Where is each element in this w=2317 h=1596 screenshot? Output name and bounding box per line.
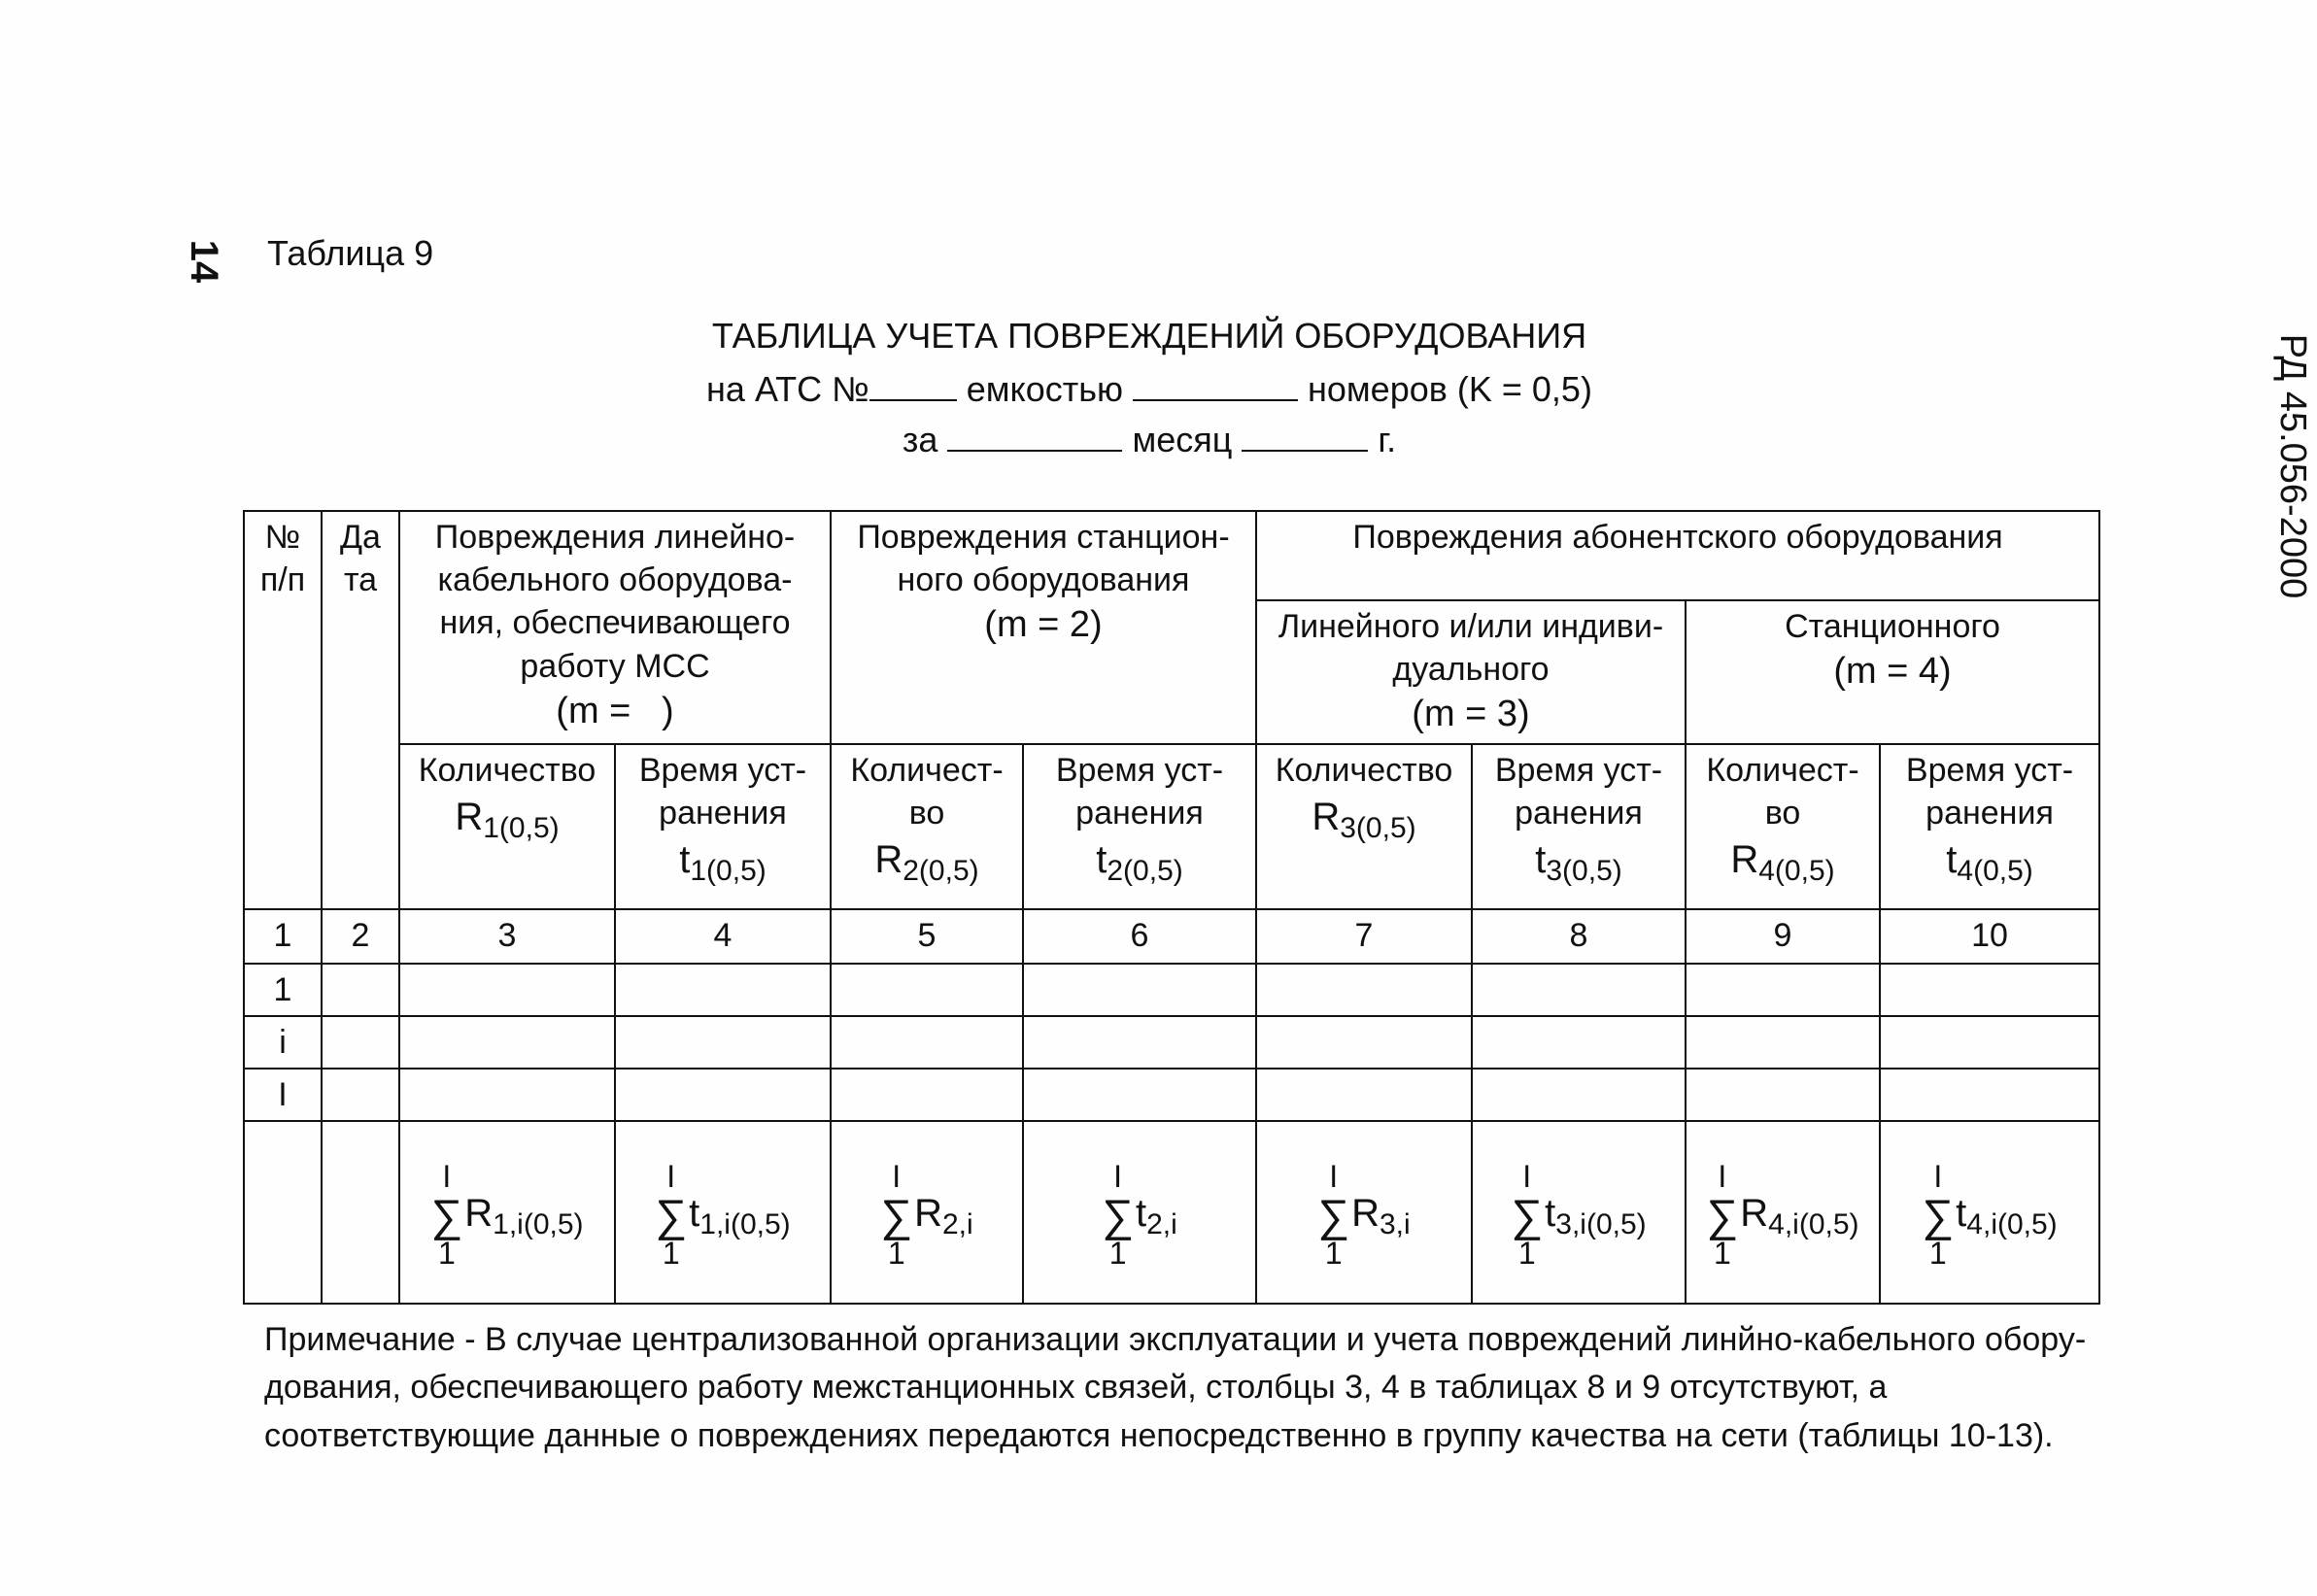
subgroup-station-m: (m = 4)	[1833, 651, 1952, 693]
subheader-symbol: $t_{4(0,5)}$	[1946, 838, 2033, 888]
subheader-label: Количест-во	[850, 751, 1004, 832]
sum-upper-limit: I	[1329, 1158, 1339, 1194]
column-number-row	[244, 909, 2099, 964]
title-year-label: г.	[1378, 420, 1397, 459]
sum-lower-limit: 1	[1713, 1236, 1731, 1272]
group1-m: (m = )	[556, 690, 674, 731]
title-capacity-label: емкостью	[966, 369, 1123, 409]
empty-cell	[322, 1069, 399, 1121]
header-group-subscriber: Повреждения абонентского оборудования	[1256, 511, 2099, 600]
sum-lower-limit: 1	[1324, 1236, 1343, 1272]
empty-cell	[831, 1069, 1023, 1121]
sum-cell: I ∑ 1 $t_{4,i(0,5)}$	[1880, 1121, 2099, 1304]
sum-cell: I ∑ 1 $t_{2,i}$	[1023, 1121, 1256, 1304]
empty-cell	[1256, 1069, 1472, 1121]
damage-table	[243, 510, 2100, 1305]
subheader-symbol: $t_{2(0,5)}$	[1096, 838, 1183, 888]
title-k-value: (K = 0,5)	[1456, 369, 1592, 409]
title-month-label: месяц	[1132, 420, 1233, 459]
empty-cell	[1880, 964, 2099, 1016]
sum-upper-limit: I	[1718, 1158, 1727, 1194]
empty-cell	[615, 964, 831, 1016]
subheader-label: Количество	[418, 751, 596, 789]
empty-cell	[1023, 1069, 1256, 1121]
empty-cell	[1880, 1016, 2099, 1069]
sum-row	[244, 1121, 2099, 1304]
sum-upper-limit: I	[1113, 1158, 1123, 1194]
title-line-3	[0, 420, 2299, 460]
document-code: РД 45.056-2000	[2272, 333, 2314, 599]
empty-cell	[322, 1016, 399, 1069]
title-line-2	[0, 369, 2299, 410]
subheader-label: Количество	[1275, 751, 1453, 789]
subheader-symbol: $R_{1(0,5)}$	[455, 795, 560, 844]
subgroup-station-title: Станционного	[1785, 608, 2000, 645]
empty-cell	[322, 964, 399, 1016]
subheader-symbol: $R_{4(0,5)}$	[1730, 838, 1835, 888]
column-number: 5	[831, 909, 1023, 964]
subheader-cell	[399, 744, 615, 909]
empty-cell	[399, 1016, 615, 1069]
column-number: 1	[244, 909, 322, 964]
sum-upper-limit: I	[442, 1158, 452, 1194]
empty-cell	[244, 1121, 322, 1304]
subheader-cell	[1256, 744, 1472, 909]
sum-lower-limit: 1	[1928, 1236, 1947, 1272]
subheader-label: Время уст-ранения	[638, 751, 807, 832]
group1-title: Повреждения линейно-кабельного оборудова-ния, обеспечивающего работу МСС	[434, 519, 796, 685]
table-label: Таблица 9	[267, 233, 434, 273]
row-label: 1	[244, 964, 322, 1016]
subgroup-linear-title: Линейного и/или индиви-дуального	[1278, 608, 1664, 689]
empty-cell	[615, 1016, 831, 1069]
title-ats-label: на АТС №	[706, 369, 869, 409]
subgroup-linear-m: (m = 3)	[1412, 694, 1530, 735]
table-row	[244, 1069, 2099, 1121]
subheader-label: Количест-во	[1706, 751, 1859, 832]
sum-lower-limit: 1	[1108, 1236, 1127, 1272]
subheader-symbol: $R_{2(0,5)}$	[874, 838, 979, 888]
header-group-station	[831, 511, 1256, 744]
subheader-symbol: $t_{1(0,5)}$	[679, 838, 767, 888]
subheader-symbol: $R_{3(0,5)}$	[1312, 795, 1416, 844]
header-row-number: № п/п	[244, 511, 322, 909]
sum-lower-limit: 1	[437, 1236, 456, 1272]
sum-cell: I ∑ 1 $t_{3,i(0,5)}$	[1472, 1121, 1686, 1304]
sum-cell: I ∑ 1 $R_{1,i(0,5)}$	[399, 1121, 615, 1304]
column-number: 7	[1256, 909, 1472, 964]
empty-cell	[1686, 1016, 1880, 1069]
empty-cell	[1256, 1016, 1472, 1069]
table-title: ТАБЛИЦА УЧЕТА ПОВРЕЖДЕНИЙ ОБОРУДОВАНИЯ	[711, 316, 1587, 356]
sum-lower-limit: 1	[887, 1236, 905, 1272]
title-for-label: за	[902, 420, 938, 459]
empty-cell	[1686, 964, 1880, 1016]
header-subgroup-linear	[1256, 600, 1686, 744]
empty-cell	[399, 964, 615, 1016]
sum-upper-limit: I	[892, 1158, 902, 1194]
empty-cell	[831, 964, 1023, 1016]
column-number: 6	[1023, 909, 1256, 964]
group2-m: (m = 2)	[984, 604, 1103, 646]
empty-cell	[1023, 964, 1256, 1016]
capacity-blank	[1133, 370, 1298, 401]
sum-upper-limit: I	[1933, 1158, 1943, 1194]
footnote: Примечание - В случае централизованной организации эксплуатации и учета повреждений линйно-кабельного обору-дования, обеспечивающего работу межстанционных связей, столбцы 3, 4 в таблицах 8 и 9 отсутствуют, а соответствующие данные о повреждениях передаются непосредственно в группу качества на сети (таблицы 10-13).	[264, 1321, 2087, 1454]
empty-cell	[1472, 964, 1686, 1016]
subheader-label: Время уст-ранения	[1055, 751, 1224, 832]
header-date: Да та	[322, 511, 399, 909]
header-subgroup-station	[1686, 600, 2099, 744]
subheader-symbol: $t_{3(0,5)}$	[1535, 838, 1622, 888]
subheader-cell	[1880, 744, 2099, 909]
subheader-label: Время уст-ранения	[1494, 751, 1663, 832]
empty-cell	[1880, 1069, 2099, 1121]
sum-cell: I ∑ 1 $t_{1,i(0,5)}$	[615, 1121, 831, 1304]
subheader-cell	[1472, 744, 1686, 909]
sum-lower-limit: 1	[1517, 1236, 1536, 1272]
month-blank	[947, 421, 1122, 452]
subheader-cell	[615, 744, 831, 909]
empty-cell	[1023, 1016, 1256, 1069]
column-number: 2	[322, 909, 399, 964]
empty-cell	[1472, 1016, 1686, 1069]
column-number: 4	[615, 909, 831, 964]
group2-title: Повреждения станцион-ного оборудования	[857, 519, 1230, 599]
empty-cell	[831, 1016, 1023, 1069]
sum-upper-limit: I	[666, 1158, 676, 1194]
empty-cell	[399, 1069, 615, 1121]
sum-cell: I ∑ 1 $R_{2,i}$	[831, 1121, 1023, 1304]
column-number: 3	[399, 909, 615, 964]
subheader-row	[244, 744, 2099, 909]
column-number: 9	[1686, 909, 1880, 964]
title-numbers-label: номеров	[1308, 369, 1448, 409]
empty-cell	[615, 1069, 831, 1121]
row-label: i	[244, 1016, 322, 1069]
row-label: I	[244, 1069, 322, 1121]
sum-upper-limit: I	[1522, 1158, 1532, 1194]
sum-lower-limit: 1	[662, 1236, 680, 1272]
column-number: 8	[1472, 909, 1686, 964]
subheader-cell	[1023, 744, 1256, 909]
table-row	[244, 1016, 2099, 1069]
header-group-line-cable	[399, 511, 831, 744]
ats-number-blank	[869, 370, 957, 401]
sum-cell: I ∑ 1 $R_{4,i(0,5)}$	[1686, 1121, 1880, 1304]
year-blank	[1242, 421, 1368, 452]
sum-cell: I ∑ 1 $R_{3,i}$	[1256, 1121, 1472, 1304]
subheader-label: Время уст-ранения	[1905, 751, 2074, 832]
subheader-cell	[831, 744, 1023, 909]
empty-cell	[322, 1121, 399, 1304]
table-row	[244, 964, 2099, 1016]
empty-cell	[1686, 1069, 1880, 1121]
subheader-cell	[1686, 744, 1880, 909]
empty-cell	[1256, 964, 1472, 1016]
empty-cell	[1472, 1069, 1686, 1121]
page-number: 14	[183, 239, 226, 284]
column-number: 10	[1880, 909, 2099, 964]
